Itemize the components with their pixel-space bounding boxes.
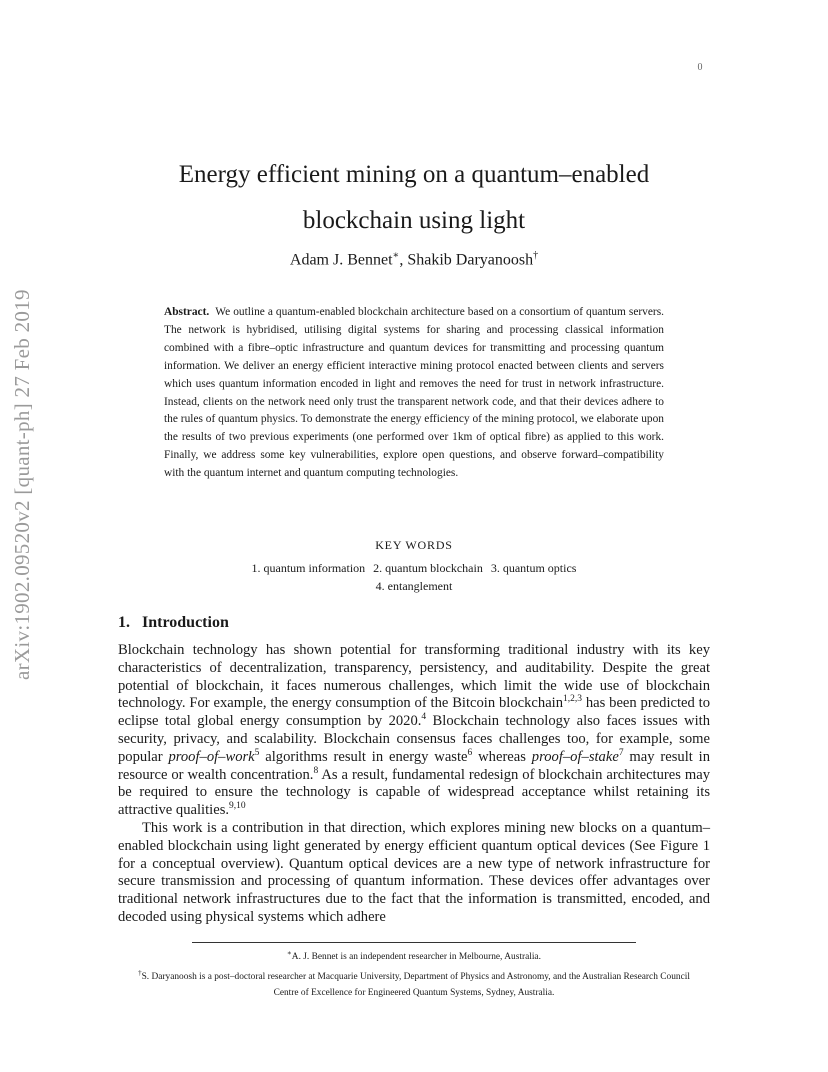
keyword-item: 1. quantum information [251, 561, 366, 575]
text-run: Blockchain technology has shown potential for transforming traditional industry with its key characteristics of decentralization, transparency, persistency, and auditability. Despite the great potential of blockchain, it faces numerous challenges, which limit the wide use of blockchain technology. For example, the energy consumption of the Bitcoin blockchain [118, 642, 710, 712]
arxiv-identifier-stamp: arXiv:1902.09520v2 [quant-ph] 27 Feb 2019 [10, 289, 34, 681]
page-number: 0 [697, 62, 703, 73]
body-text [118, 642, 710, 927]
citation: 9,10 [229, 801, 246, 812]
abstract-label: Abstract. [164, 306, 210, 318]
footnote-marker: ∗ [392, 250, 400, 261]
footnote-text: S. Daryanoosh is a post–doctoral researcher at Macquarie University, Department of Physics and Astronomy, and the Australian Research Council Centre of Excellence for Engineered Quantum Systems, Sydney, Australia. [141, 972, 690, 999]
citation: 7 [618, 747, 624, 758]
citation: 4 [421, 712, 427, 723]
footnote [130, 945, 698, 965]
text-run: As a result, fundamental redesign of blockchain architectures may be required to ensure the technology is capable of widespread acceptance whilst retaining its attractive qualities. [118, 766, 711, 819]
title-line-1: Energy efficient mining on a quantum–enabled [178, 161, 650, 188]
section-number: 1. [118, 614, 130, 631]
paper-title [110, 152, 718, 244]
italic-term: proof–of–work [168, 748, 255, 765]
text-run: may result in resource or wealth concentration. [118, 748, 711, 783]
footnote-marker: † [138, 969, 142, 978]
paragraph [118, 642, 710, 820]
author-name: Shakib Daryanoosh [407, 251, 534, 269]
footnote-text: A. J. Bennet is an independent researcher in Melbourne, Australia. [291, 952, 541, 963]
author-list [110, 250, 718, 269]
keyword-item: 4. entanglement [375, 579, 453, 593]
footnote-divider [192, 942, 636, 943]
citation: 8 [313, 765, 319, 776]
section-heading [118, 614, 229, 632]
footnote-marker: ∗ [287, 949, 292, 957]
keywords-list [200, 559, 628, 595]
section-title: Introduction [142, 614, 229, 631]
abstract-text: We outline a quantum-enabled blockchain architecture based on a consortium of quantum servers. The network is hybridised, utilising digital systems for sharing and processing classical information combined with a fibre–optic infrastructure and quantum devices for transmitting and processing quantum information. We deliver an energy efficient interactive mining protocol enacted between clients and servers which uses quantum information encoded in light and removes the need for trust in network infrastructure. Instead, clients on the network need only trust the transparent network code, and that their devices adhere to the rules of quantum physics. To demonstrate the energy efficiency of the mining protocol, we elaborate upon the results of two previous experiments (one performed over 1km of optical fibre) as applied to this work. Finally, we address some key vulnerabilities, explore open questions, and observe forward–compatibility with the quantum internet and quantum computing technologies. [164, 306, 664, 480]
paragraph: This work is a contribution in that direction, which explores mining new blocks on a quantum–enabled blockchain using light generated by energy efficient quantum optical devices (See Figure 1 for a conceptual overview). Quantum optical devices are a new type of network infrastructure for secure transmission and processing of quantum information. These devices offer advantages over traditional network infrastructures due to the fact that the information is transmitted, encoded, and decoded using physical systems which adhere [118, 819, 710, 925]
keywords-heading: KEY WORDS [375, 538, 453, 552]
italic-term: proof–of–stake [531, 748, 619, 765]
keyword-item: 3. quantum optics [490, 561, 577, 575]
footnotes [130, 945, 698, 1001]
footnote [130, 965, 698, 1001]
citation: 1,2,3 [563, 694, 583, 705]
citation: 6 [467, 747, 473, 758]
footnote-marker: † [533, 250, 539, 261]
text-run: whereas [472, 748, 532, 765]
citation: 5 [254, 747, 260, 758]
author-name: Adam J. Bennet [289, 251, 393, 269]
author-separator: , [399, 251, 408, 269]
text-run: algorithms result in energy waste [259, 748, 468, 765]
abstract [164, 304, 664, 483]
text-run: has been predicted to eclipse total global energy consumption by 2020. [118, 695, 710, 730]
keyword-item: 2. quantum blockchain [373, 561, 483, 575]
text-run: Blockchain technology also faces issues with security, privacy, and scalability. Blockchain consensus faces challenges too, for example, some popular [118, 713, 710, 765]
title-line-2: blockchain using light [302, 207, 526, 234]
